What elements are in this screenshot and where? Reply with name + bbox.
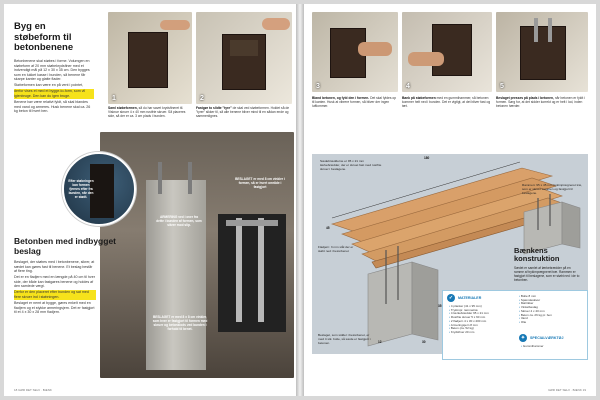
- bracket: [548, 18, 552, 42]
- step-number: 3: [316, 83, 320, 90]
- step-caption-bold: Bank på støbeformen: [402, 96, 436, 100]
- step-3-photo: [312, 12, 398, 92]
- step-caption-text: de skal ved støbeformen. Holdet så de "tyrer" sikker til, så alle benene bliver mind til en sådan ende og sammenlignes.: [196, 106, 290, 119]
- mold-box: [432, 24, 472, 76]
- material-item: • Møtrikker: [519, 302, 585, 306]
- material-item: • Trykimpr. rammetræ: [449, 309, 515, 313]
- special-tools-list: [521, 345, 581, 349]
- material-item: • Bolte 8 mm: [519, 295, 585, 299]
- construction-text: Sædet er samlet af lærkebrædder på en ramme af trykimprægneret træ. Rammen er fastgjort til beslagene, som er støbt ned i de to betonben.: [514, 266, 580, 282]
- step-4-caption: [402, 96, 492, 109]
- measure-leg-w: 12: [378, 340, 382, 344]
- step-caption-text: når betonen er fyldt i formen. Sørg for, at det sidder korrekt og er helt i lod, inden betonen hærder.: [496, 96, 585, 109]
- right-page: [304, 4, 596, 396]
- section-para: Beslaget, der støbes med i betonbenene, sikrer, at sædet kan gøres fast til benene. Et beslag består af flere ting.: [14, 260, 95, 274]
- material-item: • Beton ca. 26 kg pr. ben: [519, 314, 585, 318]
- material-item: • Vinkelbeslag: [519, 306, 585, 310]
- label-frame: Rammen: 95 x 45 mm trykimprægneret træ, som er skruet sammen og fastgjort til beslagene.: [522, 183, 583, 195]
- measure-side: 45: [326, 226, 330, 230]
- material-item: • Armeringsjern 8 mm: [449, 324, 515, 328]
- measure-leg-d: 30: [422, 340, 426, 344]
- rebar: [158, 162, 162, 194]
- page-footer: GØR DET SELV · BÆNK 19: [548, 388, 586, 392]
- step-caption-bold: Fastgør to slidte "tyre": [196, 106, 232, 110]
- step-5-photo: [496, 12, 588, 92]
- step-1-caption: [108, 106, 192, 119]
- label-seat: Sædebrædderne er 95 x 21 mm lærkebrædder, der er skruet fast med rustfrie skruer i beslagene.: [320, 159, 382, 171]
- section-para: Beslaget er nemt at bygge, gøres enkelt med en fladjern og et stykke armeringsjern. Det er fastgjort til et 4 x 30 x 28 mm fladjern.: [14, 300, 95, 315]
- step-5-caption: [496, 96, 588, 109]
- pillar-callout-right: BESLAGET er med 8 cm vinkler i formen, så er hvert område i fastgjort: [235, 177, 285, 189]
- rebar: [188, 162, 192, 194]
- step-caption-bold: Saml støbeformen,: [108, 106, 138, 110]
- material-item: • Olie: [519, 321, 585, 325]
- section-highlight: Derfor er den placeret efter bunden og sat med flere skruer ind i støbningen.: [14, 290, 96, 299]
- steel-bracket: [236, 218, 242, 322]
- step-number: 2: [200, 95, 204, 102]
- special-tool-item: • Gummihammer: [521, 345, 581, 349]
- section-text: [14, 260, 96, 316]
- left-page: [4, 4, 296, 396]
- construction-title: Bænkens konstruktion: [514, 246, 560, 263]
- step-caption-text: Det skal fyldes op til kanten. Husk at vibrere formen, så bliver der ingen luftlommer.: [312, 96, 397, 109]
- material-item: • 4 lærkebrædder 95 x 21 mm: [449, 312, 515, 316]
- hand: [160, 20, 190, 30]
- step-2-caption: [196, 106, 292, 119]
- label-steel: Fladjern: 3 mm stål der er støbt ned i betonbenet: [318, 245, 354, 253]
- intro-text: [14, 59, 94, 115]
- headline: Byg en støbeform til betonbenene: [14, 21, 74, 53]
- material-item: • 2 fladjern 4 x 30 x 400 mm: [449, 320, 515, 324]
- circle-inset: [62, 152, 136, 226]
- hand: [262, 18, 290, 30]
- special-tools-icon: ✦: [520, 335, 526, 341]
- material-item: • 4 planker (41 x 95 mm): [449, 305, 515, 309]
- materials-heading: MATERIALER: [458, 296, 482, 300]
- pillar-callout-bottom: BESLAGET er med 8 x 8 cm vinkler, som hver er fastgjort til formen med skruer og betonklods ved bunden i forhold til benet.: [152, 315, 208, 331]
- materials-list-right: [519, 295, 585, 325]
- intro-para: Støbeformen kan være en på vent i pointet,: [14, 83, 84, 88]
- section-title: Betonben med indbygget beslag: [14, 236, 116, 256]
- measure-top: 180: [424, 156, 430, 160]
- intro-para: Betonbenene skal støbes i forme. Volumgen en støbeform af 20 mm støbekrydsfiner med et indvendigt mål på 12 x 30 x 35 cm. Den bygges som en lukket kasse i bunden, så benene får skarpe kanter og glatte flader.: [14, 59, 90, 82]
- bracket-inset-bg: [218, 214, 286, 332]
- steel-plate: [226, 220, 278, 226]
- intro-highlight: derfor vises et med et bygge-to-form, som vil igienbruge. Den kan du igen bruge.: [14, 89, 94, 98]
- material-item: • Beton (ca. 52 kg): [449, 327, 515, 331]
- mold-box: [520, 26, 566, 80]
- materials-box: [442, 290, 588, 360]
- intro-para: Benene bør være relativt fyldt, så skal blandes med vand og armeres. Husk benene skal ca. 26 kg beton til hvert ben.: [14, 99, 91, 114]
- section-para: Det er en fladjern med en længde på 40 cm til hver side, der både kan fastgøres benene og holdes af den samlede vægt.: [14, 275, 95, 289]
- step-caption-text: så du har savet krydsfineret til. Viskrue skruer 4 x 40 mm rustfrie skruer. Så placeres side, så der er ca. 3 cm plads i bunden.: [108, 106, 186, 119]
- pillar-callout-top: ARMERING ved i over fra dette i bunden af formen, som sikrer mod slip.: [156, 215, 202, 227]
- material-item: • Krydsfiner 20 mm: [449, 331, 515, 335]
- materials-list-left: [449, 305, 515, 335]
- circle-callout: Efter støbningen kan formen fjernes efter fra bunden, når den er stødt.: [68, 179, 94, 199]
- hand: [358, 42, 392, 56]
- step-number: 5: [500, 83, 504, 90]
- page-footer: 18 GØR DET SELV · BÆNK: [14, 388, 52, 392]
- step-caption-bold: Bland betonen, og fyld den i formen.: [312, 96, 370, 100]
- step-caption-text: med en gummihammer, så betonen kommer helt ned i bunden. Det er vigtigt, at det bliver fast og tæt.: [402, 96, 491, 109]
- concrete-pillar: [146, 180, 206, 370]
- step-2-photo: [196, 12, 292, 104]
- measure-leg-h: 35: [438, 304, 442, 308]
- step-1-photo: [108, 12, 192, 104]
- bracket: [534, 18, 538, 42]
- materials-icon: ✓: [448, 295, 454, 301]
- step-number: 4: [406, 83, 410, 90]
- steel-bracket: [258, 218, 264, 322]
- step-number: 1: [112, 95, 116, 102]
- page-gutter: [296, 4, 304, 396]
- step-caption-bold: Beslaget presses på plads i betonen,: [496, 96, 554, 100]
- step-4-photo: [402, 12, 492, 92]
- mold-opening: [230, 40, 258, 56]
- hand: [408, 52, 444, 66]
- material-item: • Spændeskiver: [519, 299, 585, 303]
- mold-box: [128, 32, 168, 88]
- material-item: • Vand: [519, 317, 585, 321]
- step-3-caption: [312, 96, 398, 109]
- special-tools-heading: SPECIALVÆRKTØJ: [530, 336, 564, 340]
- label-foot: Beslaget, som sidder i betonbenet, er med 4 stk. bolte, så sæde er fastgjort i betonen.: [318, 333, 371, 345]
- material-item: • Skruer 4 x 40 mm: [519, 310, 585, 314]
- material-item: • Rustfrie skruer 5 x 60 mm: [449, 316, 515, 320]
